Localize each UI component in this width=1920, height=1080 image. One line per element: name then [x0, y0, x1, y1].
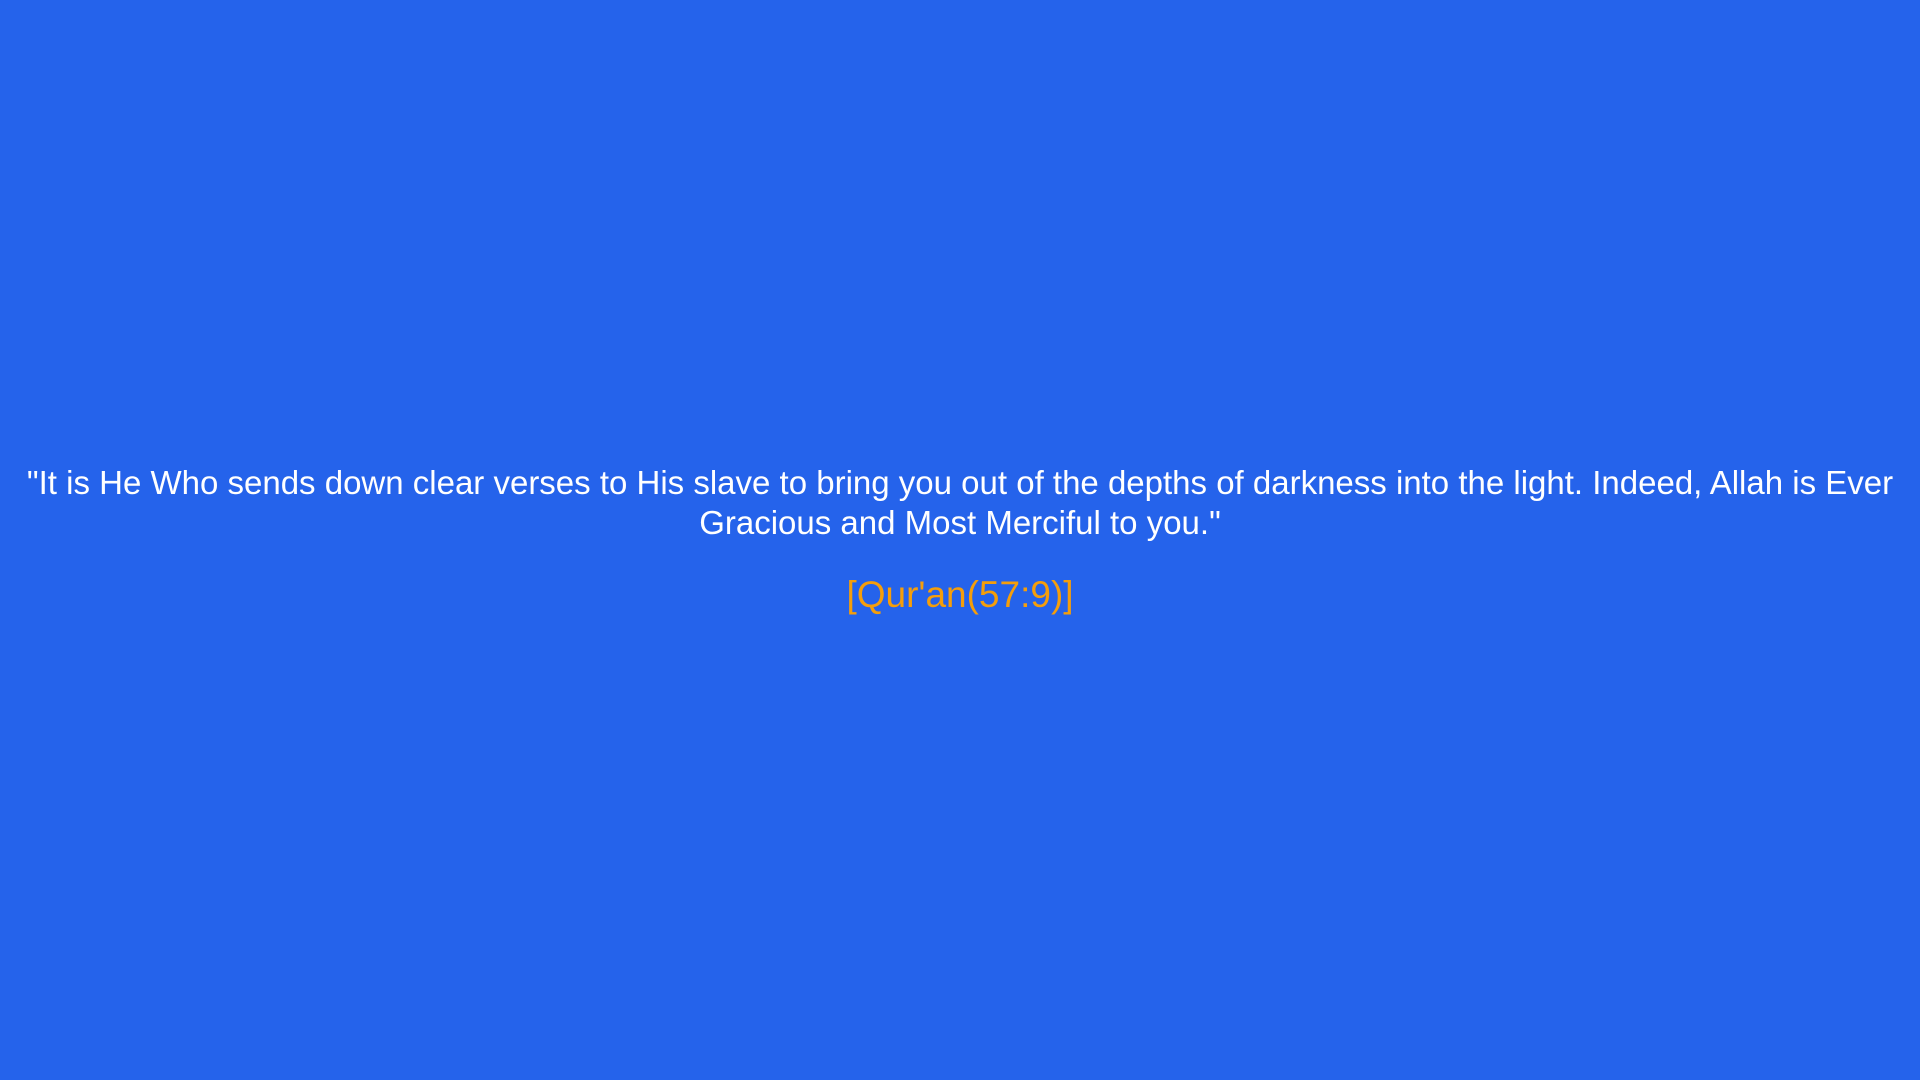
quote-text: "It is He Who sends down clear verses to His slave to bring you out of the depths of darkness into the light. Indeed, Allah is Ever Gracious and Most Merciful to you." — [26, 464, 1894, 541]
quote-reference: [Qur'an(57:9)] — [846, 574, 1074, 615]
